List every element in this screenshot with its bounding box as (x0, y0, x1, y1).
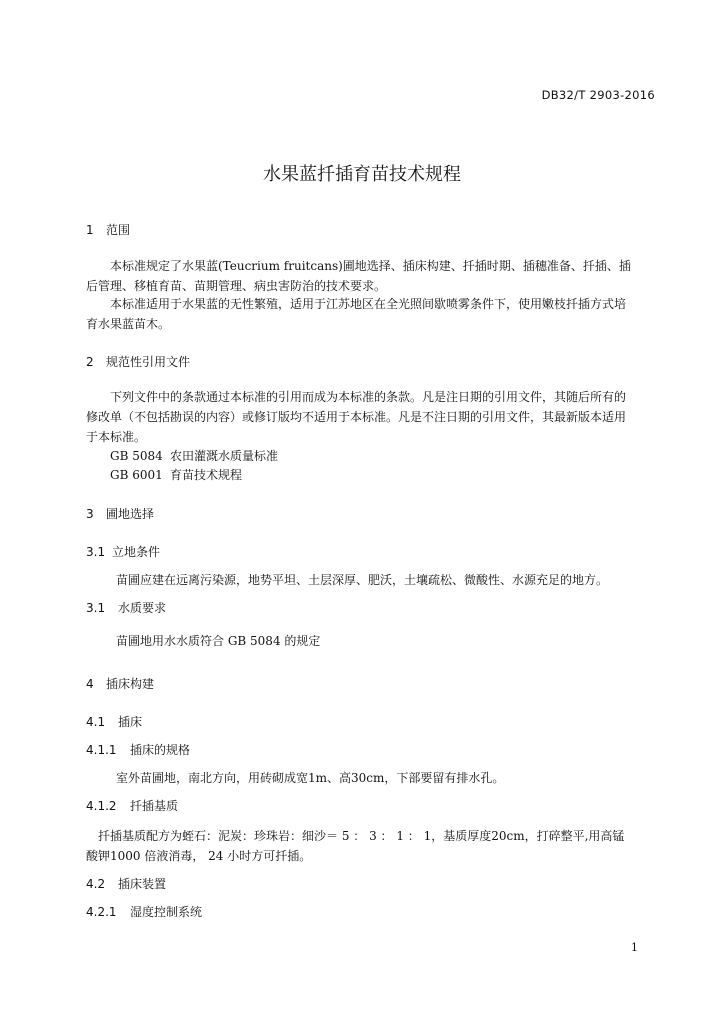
paragraph-line: 本标准适用于水果蓝的无性繁殖，适用于江苏地区在全光照间歇喷雾条件下，使用嫩枝扦插方式培 (110, 297, 627, 311)
reference-item (110, 465, 242, 485)
section-title: 插床 (118, 715, 143, 729)
section-title: 扦插基质 (130, 799, 179, 813)
section-title: 规范性引用文件 (106, 355, 191, 369)
section-title: 插床构建 (106, 677, 155, 691)
reference-code: GB 5084 (110, 449, 163, 463)
paragraph-line: 育水果蓝苗木。 (86, 317, 171, 331)
paragraph-line: 后管理、移植育苗、苗期管理、病虫害防治的技术要求。 (86, 279, 387, 293)
paragraph-line: 修改单（不包括勘误的内容）或修订版均不适用于本标准。凡是不注日期的引用文件，其最新版本适用 (86, 410, 627, 424)
section-title: 立地条件 (112, 545, 161, 559)
paragraph-line: 酸钾1000 倍液消毒， 24 小时方可扦插。 (86, 849, 312, 863)
subsection-4-1-1-heading (86, 741, 190, 758)
section-title: 范围 (106, 223, 131, 237)
subsection-4-2-1-heading (86, 903, 202, 920)
section-number: 4.1.2 (86, 799, 117, 813)
page-number: 1 (631, 941, 638, 954)
paragraph-line: 室外苗圃地，南北方向，用砖砌成宽1m、高30cm，下部要留有排水孔。 (116, 771, 505, 785)
section-number: 3.1 (86, 601, 106, 615)
section-number: 2 (86, 355, 94, 369)
section-number: 4 (86, 677, 94, 691)
subsection-3-2-heading (86, 599, 166, 616)
reference-name: 育苗技术规程 (170, 468, 243, 482)
paragraph-line: 本标准规定了水果蓝(Teucrium fruitcans)圃地选择、插床构建、扦插时期、插穗准备、扦插、插 (110, 259, 631, 273)
reference-item (110, 446, 278, 466)
subsection-3-1-heading (86, 543, 160, 560)
reference-name: 农田灌溉水质量标准 (170, 449, 279, 463)
section-1-heading (86, 221, 130, 238)
paragraph-line: 苗圃应建在远离污染源，地势平坦、土层深厚、肥沃，土壤疏松、微酸性、水源充足的地方。 (116, 573, 609, 587)
section-title: 插床装置 (118, 877, 167, 891)
section-number: 4.2 (86, 877, 106, 891)
section-title: 湿度控制系统 (130, 905, 203, 919)
section-2-heading (86, 353, 190, 370)
document-title: 水果蓝扦插育苗技术规程 (263, 164, 461, 185)
reference-code: GB 6001 (110, 468, 163, 482)
subsection-4-2-heading (86, 875, 166, 892)
paragraph-line: 扦插基质配方为蛭石：泥炭：珍珠岩：细沙＝ 5 ： 3 ： 1 ： 1，基质厚度20cm，打碎整平,用高锰 (98, 829, 625, 843)
section-title: 水质要求 (118, 601, 167, 615)
paragraph-line: 苗圃地用水水质符合 GB 5084 的规定 (116, 634, 321, 648)
section-3-heading (86, 505, 154, 522)
paragraph-line: 于本标准。 (86, 430, 147, 444)
subsection-4-1-2-heading (86, 797, 178, 814)
section-number: 4.2.1 (86, 905, 117, 919)
section-number: 3.1 (86, 545, 106, 559)
subsection-4-1-heading (86, 713, 142, 730)
section-number: 3 (86, 507, 94, 521)
section-title: 圃地选择 (106, 507, 155, 521)
standard-code: DB32/T 2903-2016 (541, 88, 655, 102)
paragraph-line: 下列文件中的条款通过本标准的引用而成为本标准的条款。凡是注日期的引用文件，其随后所有的 (110, 390, 627, 404)
section-number: 4.1.1 (86, 743, 117, 757)
section-number: 4.1 (86, 715, 106, 729)
section-title: 插床的规格 (130, 743, 191, 757)
section-4-heading (86, 675, 154, 692)
section-number: 1 (86, 223, 94, 237)
